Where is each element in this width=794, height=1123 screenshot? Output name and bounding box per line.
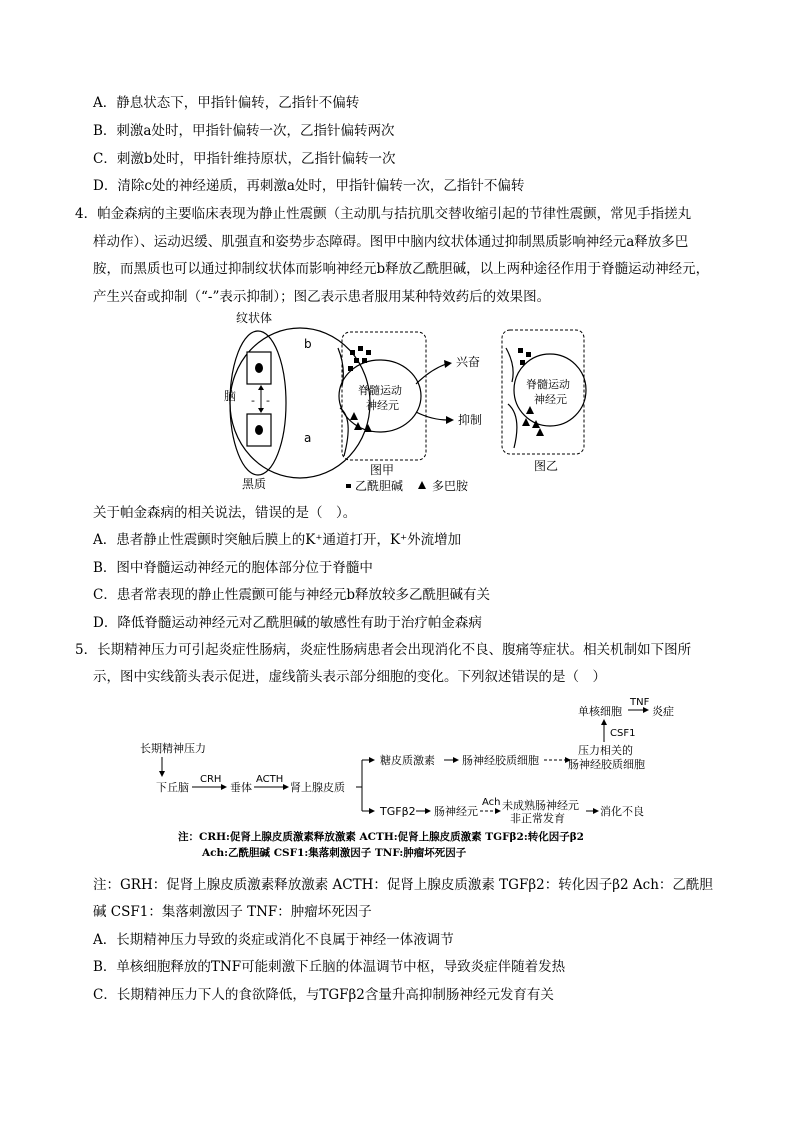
label-a: a — [304, 431, 312, 445]
label-b: b — [304, 337, 312, 351]
stress-glia-2: 肠神经胶质细胞 — [568, 758, 645, 771]
crh-label: CRH — [200, 774, 222, 785]
q4-option-d: D．降低脊髓运动神经元对乙酰胆碱的敏感性有助于治疗帕金森病 — [93, 615, 482, 631]
q3-option-b: B．刺激a处时，甲指针偏转一次，乙指针偏转两次 — [93, 123, 395, 139]
neuron-label-2: 神经元 — [366, 399, 399, 412]
minus-sign-1: - — [251, 394, 255, 407]
striatum-label: 纹状体 — [236, 311, 273, 325]
excite-label: 兴奋 — [456, 355, 481, 369]
figure-note-2: Ach:乙酰胆碱 CSF1:集落刺激因子 TNF:肿瘤坏死因子 — [202, 847, 467, 859]
q4-option-b: B．图中脊髓运动神经元的胞体部分位于脊髓中 — [93, 560, 373, 576]
tnf-label: TNF — [630, 697, 650, 708]
tgf-node: TGFβ2 — [380, 805, 416, 818]
neuron-label-1: 脊髓运动 — [358, 384, 402, 397]
pituitary-node: 垂体 — [230, 781, 252, 794]
legend-ach: 乙酰胆碱 — [355, 479, 404, 493]
q4-stem-line-2: 样动作）、运动迟缓、肌强直和姿势步态障碍。图甲中脑内纹状体通过抑制黑质影响神经元a释放多巴 — [93, 234, 689, 250]
figure-note-1: 注：CRH:促肾上腺皮质激素释放激素 ACTH:促肾上腺皮质激素 TGFβ2:转化因子β2 — [178, 831, 584, 843]
stress-node: 长期精神压力 — [140, 742, 206, 755]
inflammation-node: 炎症 — [652, 705, 674, 718]
minus-sign-2: - — [266, 394, 270, 407]
q4-option-a: A．患者静止性震颤时突触后膜上的K⁺通道打开，K⁺外流增加 — [93, 532, 462, 548]
q4-question: 关于帕金森病的相关说法，错误的是（ ）。 — [93, 505, 357, 521]
neuron-label-yi-1: 脊髓运动 — [526, 378, 570, 391]
q5-stem-line-2: 示，图中实线箭头表示促进，虚线箭头表示部分细胞的变化。下列叙述错误的是（ ） — [93, 669, 606, 685]
immature-neuron-1: 未成熟肠神经元 — [502, 799, 579, 812]
caption-jia: 图甲 — [370, 463, 395, 477]
acetylcholine-vesicles — [348, 346, 371, 371]
q4-figure — [220, 308, 600, 500]
immature-neuron-2: 非正常发育 — [510, 812, 565, 825]
q4-stem-line-3: 胺，而黑质也可以通过抑制纹状体而影响神经元b释放乙酰胆碱，以上两种途径作用于脊髓运动神经元， — [93, 261, 710, 277]
striatum-cell — [255, 363, 263, 373]
stress-glia-1: 压力相关的 — [578, 744, 633, 757]
csf1-label: CSF1 — [610, 728, 636, 739]
brain-label: 脑 — [224, 389, 237, 403]
q5-note-line-1: 注：GRH：促肾上腺皮质激素释放激素 ACTH：促肾上腺皮质激素 TGFβ2：转化因子β2 Ach：乙酰胆 — [93, 877, 713, 893]
legend-da: 多巴胺 — [432, 479, 469, 493]
nigra-cell — [255, 425, 263, 435]
legend-square-icon — [346, 484, 351, 488]
caption-yi: 图乙 — [534, 459, 559, 473]
glucocorticoid-node: 糖皮质激素 — [380, 754, 435, 767]
q5-option-c: C．长期精神压力下人的食欲降低，与TGFβ2含量升高抑制肠神经元发育有关 — [93, 987, 554, 1003]
nigra-label: 黑质 — [242, 477, 267, 491]
q5-option-b: B．单核细胞释放的TNF可能刺激下丘脑的体温调节中枢，导致炎症伴随着发热 — [93, 959, 566, 975]
ach-label: Ach — [482, 797, 501, 808]
enteric-neuron-node: 肠神经元 — [434, 805, 478, 818]
q5-note-line-2: 碱 CSF1：集落刺激因子 TNF：肿瘤坏死因子 — [93, 904, 372, 920]
q3-option-a: A．静息状态下，甲指针偏转，乙指针不偏转 — [93, 95, 360, 111]
glia-node: 肠神经胶质细胞 — [462, 754, 539, 767]
q4-option-c: C．患者常表现的静止性震颤可能与神经元b释放较多乙酰胆碱有关 — [93, 587, 490, 603]
adrenal-node: 肾上腺皮质 — [290, 781, 345, 794]
indigestion-node: 消化不良 — [600, 805, 644, 818]
q5-stem-line-1: 5．长期精神压力可引起炎症性肠病，炎症性肠病患者会出现消化不良、腹痛等症状。相关机制如下图所 — [75, 642, 692, 658]
hypothalamus-node: 下丘脑 — [156, 781, 189, 794]
q3-option-d: D．清除c处的神经递质，再刺激a处时，甲指针偏转一次，乙指针不偏转 — [93, 178, 525, 194]
legend-triangle-icon — [418, 481, 426, 489]
q5-option-a: A．长期精神压力导致的炎症或消化不良属于神经一体液调节 — [93, 932, 454, 948]
q5-figure — [130, 694, 710, 826]
q4-stem-line-1: 4．帕金森病的主要临床表现为静止性震颤（主动肌与拮抗肌交替收缩引起的节律性震颤，常见手指搓丸 — [75, 206, 692, 222]
q4-stem-line-4: 产生兴奋或抑制（“-”表示抑制）；图乙表示患者服用某种特效药后的效果图。 — [93, 289, 551, 305]
inhibit-label: 抑制 — [458, 413, 483, 427]
neuron-label-yi-2: 神经元 — [534, 393, 567, 406]
q3-option-c: C．刺激b处时，甲指针维持原状，乙指针偏转一次 — [93, 151, 396, 167]
acth-label: ACTH — [256, 774, 284, 785]
monocyte-node: 单核细胞 — [578, 705, 622, 718]
